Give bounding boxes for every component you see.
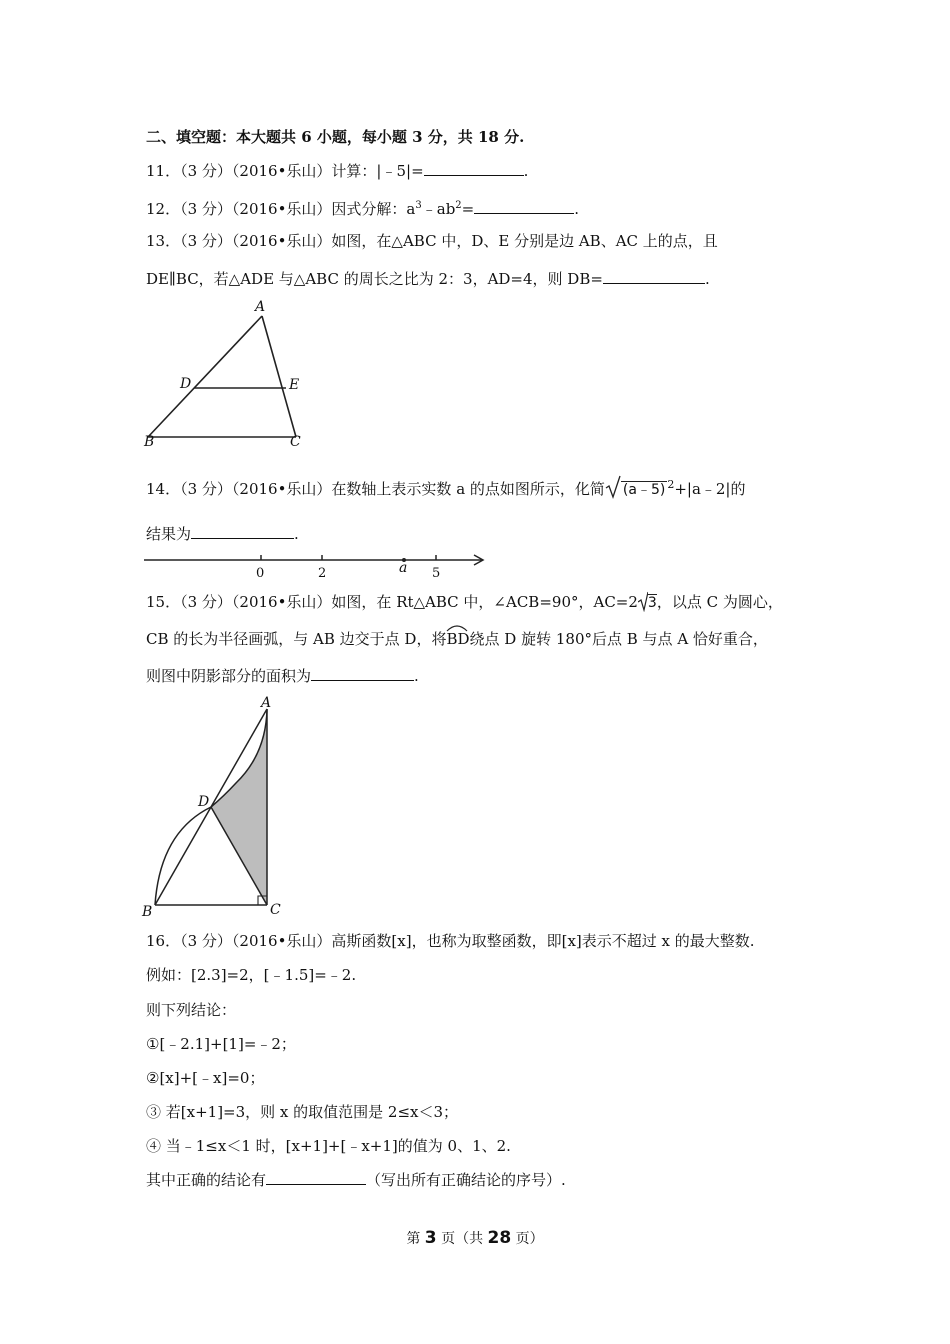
label-C: C: [290, 434, 301, 450]
shaded-region: [211, 709, 267, 905]
q16-conclusion-4: ④ 当﹣1≤x＜1 时，[x+1]+[﹣x+1]的值为 0、1、2.: [146, 1137, 511, 1155]
question-11: 11．（3 分）（2016•乐山）计算：|﹣5|= .: [146, 162, 529, 180]
q13-triangle-figure: [140, 296, 320, 452]
tick-a: a: [399, 560, 408, 576]
q14-radicand: (a﹣5): [622, 482, 666, 498]
q12-answer-blank[interactable]: [474, 199, 574, 214]
label-D: D: [198, 794, 210, 810]
q16-line2: 例如：[2.3]=2，[﹣1.5]=﹣2.: [146, 966, 357, 984]
q11-text: 11．（3 分）（2016•乐山）计算：|﹣5|=: [146, 162, 424, 180]
tick-2: 2: [318, 566, 327, 581]
page-footer: 第 3 页（共 28 页）: [406, 1228, 544, 1248]
label-A: A: [255, 299, 266, 315]
q16-line3: 则下列结论：: [146, 1001, 237, 1019]
q15-line1: 15．（3 分）（2016•乐山）如图，在 Rt△ABC 中，∠ACB=90°，AC=2 3，以点 C 为圆心，: [146, 590, 783, 615]
q16-conclusion-2: ②[x]+[﹣x]=0；: [146, 1069, 265, 1087]
sqrt-sign-icon: [605, 474, 621, 500]
tick-5: 5: [432, 566, 441, 581]
q11-answer-blank[interactable]: [424, 161, 524, 176]
label-B: B: [144, 434, 155, 450]
question-16: 其中正确的结论有 （写出所有正确结论的序号）.: [146, 1171, 566, 1189]
arc-bd: BD: [446, 628, 469, 650]
label-E: E: [289, 377, 300, 393]
tick-0: 0: [256, 566, 265, 581]
label-A: A: [261, 695, 272, 711]
q15-answer-blank[interactable]: [311, 666, 414, 681]
page-number: 3: [424, 1228, 437, 1248]
question-12: 12．（3 分）（2016•乐山）因式分解：$a^3﹣ab^2=$ .: [146, 200, 580, 218]
side-ab: [148, 316, 262, 437]
question-14: 结果为 .: [146, 525, 299, 543]
label-C: C: [270, 902, 281, 918]
q16-line1: 16．（3 分）（2016•乐山）高斯函数[x]，也称为取整函数，即[x]表示不超过 x 的最大整数.: [146, 932, 755, 950]
q16-answer-blank[interactable]: [266, 1170, 366, 1185]
question-13: DE∥BC，若△ADE 与△ABC 的周长之比为 2：3，AD=4，则 DB= .: [146, 270, 710, 288]
total-pages: 28: [487, 1228, 512, 1248]
arc-mark-icon: [446, 624, 468, 632]
section-title: 二、填空题：本大题共 6 小题，每小题 3 分，共 18 分.: [146, 128, 525, 146]
q14-number-line: [142, 550, 492, 582]
q13-line1: 13．（3 分）（2016•乐山）如图，在△ABC 中，D、E 分别是边 AB、AC 上的点，且: [146, 232, 718, 250]
question-15: 则图中阴影部分的面积为 .: [146, 667, 419, 685]
label-D: D: [180, 376, 192, 392]
q15-line2: CB 的长为半径画弧，与 AB 边交于点 D，将 BD绕点 D 旋转 180°后点 B 与点 A 恰好重合，: [146, 628, 768, 650]
label-B: B: [142, 904, 153, 920]
q15-triangle-figure: [138, 692, 298, 924]
q14-line1: 14．（3 分）（2016•乐山）在数轴上表示实数 a 的点如图所示，化简 (a﹣5) $^2$+|a﹣2|的: [146, 472, 746, 503]
q16-conclusion-3: ③ 若[x+1]=3，则 x 的取值范围是 2≤x＜3；: [146, 1103, 459, 1121]
sqrt-sign-icon: [638, 590, 648, 612]
q14-answer-blank[interactable]: [191, 524, 294, 539]
q13-answer-blank[interactable]: [603, 269, 705, 284]
q16-conclusion-1: ①[﹣2.1]+[1]=﹣2；: [146, 1035, 296, 1053]
